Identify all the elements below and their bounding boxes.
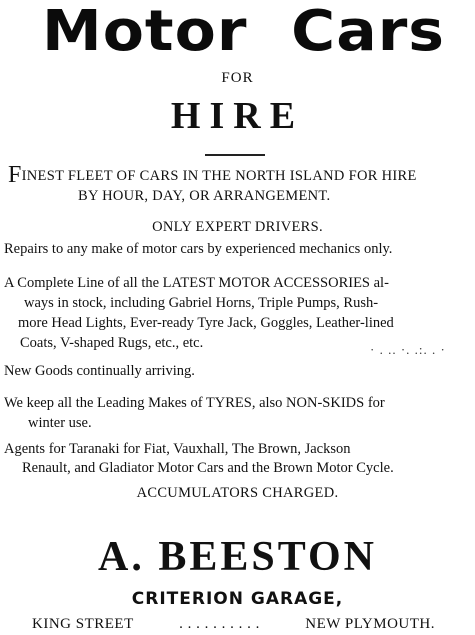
accessories-line-3: more Head Lights, Ever-ready Tyre Jack, Goggles, Leather-lined [18, 315, 394, 331]
accessories-line-4: Coats, V-shaped Rugs, etc., etc. [20, 335, 204, 351]
fleet-line-1-text: INEST FLEET OF CARS IN THE NORTH ISLAND FOR HIRE [21, 168, 417, 184]
hire-heading: HIRE [170, 95, 305, 137]
divider-rule [205, 154, 265, 156]
drivers-line: ONLY EXPERT DRIVERS. [152, 219, 323, 235]
tyres-line-1: We keep all the Leading Makes of TYRES, also NON-SKIDS for [4, 395, 385, 411]
tyres-line-2: winter use. [28, 415, 92, 431]
print-specks: · . .. ·. .:. . · [370, 342, 446, 357]
address-dots: . . . . . . . . . . [179, 616, 260, 632]
for-text: FOR [221, 70, 254, 86]
agents-line-2: Renault, and Gladiator Motor Cars and the Brown Motor Cycle. [22, 460, 394, 476]
address-town: NEW PLYMOUTH. [305, 616, 435, 632]
fleet-line-2: BY HOUR, DAY, OR ARRANGEMENT. [78, 188, 331, 204]
accessories-line-2: ways in stock, including Gabriel Horns, Triple Pumps, Rush- [24, 295, 379, 311]
repairs-line: Repairs to any make of motor cars by experienced mechanics only. [4, 241, 393, 257]
garage-name: CRITERION GARAGE, [131, 589, 344, 609]
fleet-dropcap: F [8, 162, 22, 188]
new-goods-line: New Goods continually arriving. [4, 363, 195, 379]
address-line [32, 616, 435, 633]
agents-line-1: Agents for Taranaki for Fiat, Vauxhall, The Brown, Jackson [4, 441, 351, 457]
headline-word-cars: Cars [291, 0, 445, 64]
address-street: KING STREET [32, 616, 134, 632]
proprietor-name: A. BEESTON [98, 534, 377, 580]
headline [0, 0, 475, 64]
accessories-line-1: A Complete Line of all the LATEST MOTOR ACCESSORIES al- [4, 275, 389, 291]
headline-word-motor: Motor [42, 0, 248, 64]
accumulators-line: ACCUMULATORS CHARGED. [136, 485, 339, 501]
fleet-line-1 [8, 162, 417, 188]
